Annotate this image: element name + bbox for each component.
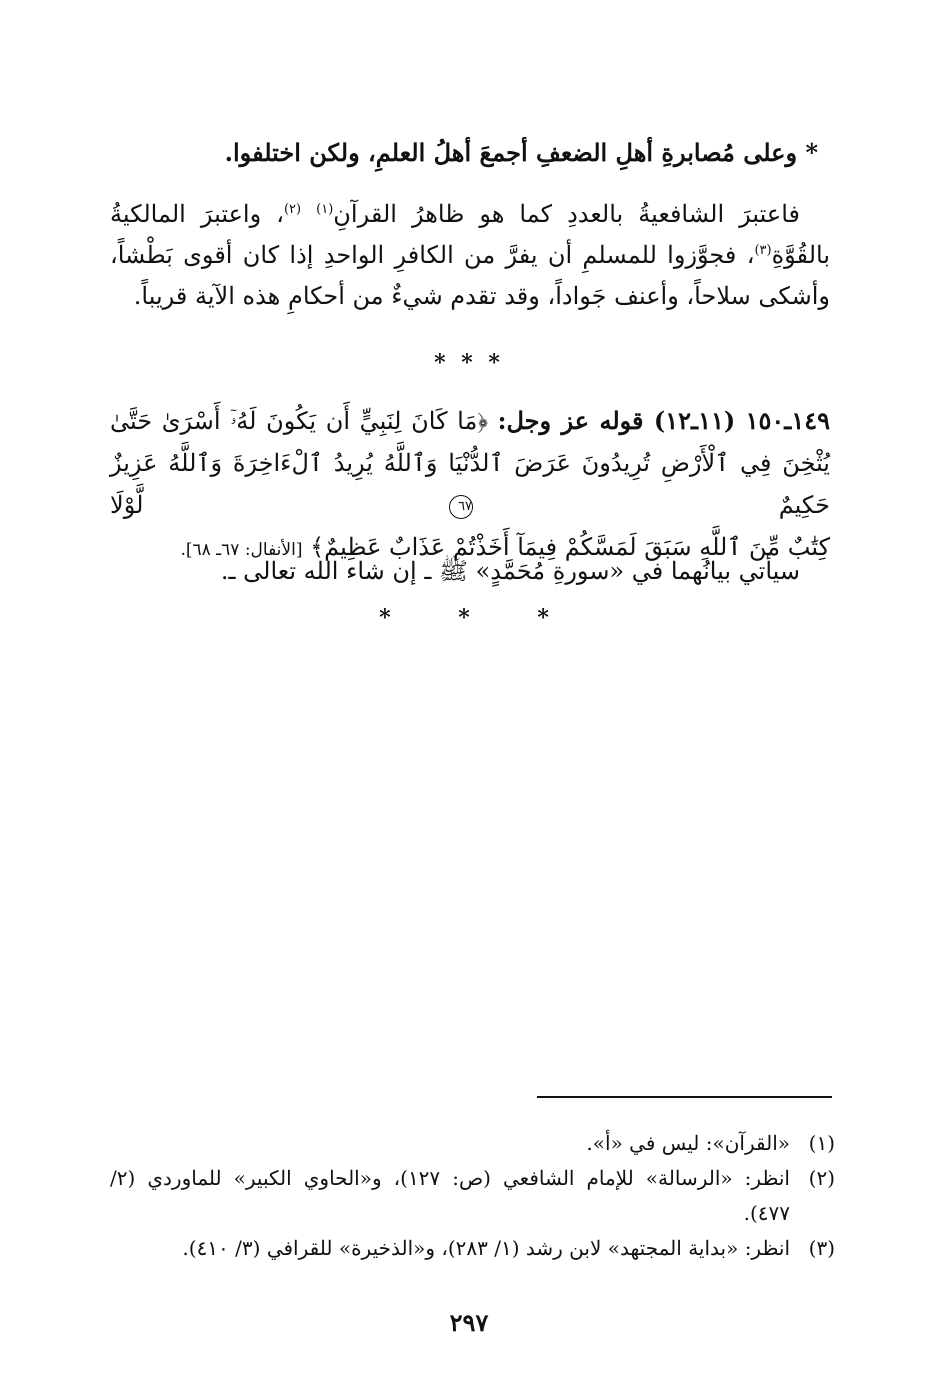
footnote-number: (٣) bbox=[808, 1236, 835, 1260]
footnote-text: انظر: «بداية المجتهد» لابن رشد (١/ ٢٨٣)، و«الذخيرة» للقرافي (٣/ ٤١٠). bbox=[182, 1236, 790, 1260]
text-segment: بالقُوَّةِ bbox=[771, 240, 830, 269]
paragraph-line: وأشكى سلاحاً، وأعنف جَواداً، وقد تقدم شيءٌ من أحكامِ هذه الآية قريباً. bbox=[133, 281, 830, 310]
text-segment: ، واعتبرَ المالكيةُ bbox=[110, 200, 284, 228]
page-number: ٢٩٧ bbox=[449, 1308, 489, 1337]
footnote-number: (٢) bbox=[808, 1166, 835, 1190]
footnote-number: (١) bbox=[808, 1131, 835, 1155]
text-segment: فاعتبرَ الشافعيةُ بالعددِ كما هو ظاهرُ القرآنِ bbox=[333, 200, 800, 228]
footnote-ref-1[interactable]: (١) bbox=[316, 202, 334, 217]
footnote bbox=[110, 1126, 835, 1161]
footnote-ref-2[interactable]: (٢) bbox=[283, 202, 302, 217]
footnote-text: انظر: «الرسالة» للإمام الشافعي (ص: ١٢٧)، و«الحاوي الكبير» للماوردي (٢/ ٤٧٧). bbox=[110, 1166, 790, 1225]
verse-line bbox=[110, 442, 830, 526]
section-number: ١٤٩ـ١٥٠ (١١ـ١٢) قوله عز وجل: bbox=[497, 406, 830, 435]
quran-text: لَّوْلَا bbox=[110, 491, 144, 519]
quran-text: يُثْخِنَ فِي ٱلْأَرْضِ تُرِيدُونَ عَرَضَ ٱلدُّنْيَا وَٱللَّهُ يُرِيدُ ٱلْءَاخِرَةَ وَٱللَّهُ عَزِيزٌ حَكِيمٌ bbox=[110, 449, 830, 519]
verse-reference: [الأنفال: ٦٧ـ ٦٨]. bbox=[180, 540, 303, 560]
footnote bbox=[110, 1231, 835, 1266]
paragraph-schools bbox=[110, 194, 830, 316]
footnotes bbox=[110, 1126, 835, 1266]
text-segment: ، فجوَّزوا للمسلمِ أن يفرَّ من الكافرِ الواحدِ إذا كان أقوى بَطْشاً، bbox=[110, 240, 755, 269]
section-separator: * * * bbox=[379, 605, 579, 631]
paragraph-line bbox=[110, 235, 830, 276]
footnote-text: «القرآن»: ليس في «أ». bbox=[586, 1131, 790, 1155]
section-separator: * * * bbox=[434, 350, 504, 376]
paragraph-upcoming: سيأتي بيانُهما في «سورةِ مُحَمَّدٍ» ﷺ ـ إن شاء الله تعالى ـ. bbox=[220, 557, 800, 585]
quran-text: كِتَٰبٌ مِّنَ ٱللَّهِ سَبَقَ لَمَسَّكُمْ فِيمَآ أَخَذْتُمْ عَذَابٌ عَظِيمٌ﴾ bbox=[310, 533, 830, 561]
footnote-divider bbox=[537, 1096, 832, 1098]
paragraph-line bbox=[110, 194, 830, 235]
footnote-ref-3[interactable]: (٣) bbox=[754, 242, 772, 258]
quran-text: ﴿مَا كَانَ لِنَبِيٍّ أَن يَكُونَ لَهُۥٓ أَسْرَىٰ حَتَّىٰ bbox=[110, 407, 488, 435]
footnote bbox=[110, 1161, 835, 1231]
verse-line bbox=[110, 400, 830, 442]
section-heading: * وعلى مُصابرةِ أهلِ الضعفِ أجمعَ أهلُ العلمِ، ولكن اختلفوا. bbox=[224, 138, 818, 167]
verse-section bbox=[110, 400, 830, 568]
ayah-number-marker: ٦٧ bbox=[449, 495, 473, 519]
